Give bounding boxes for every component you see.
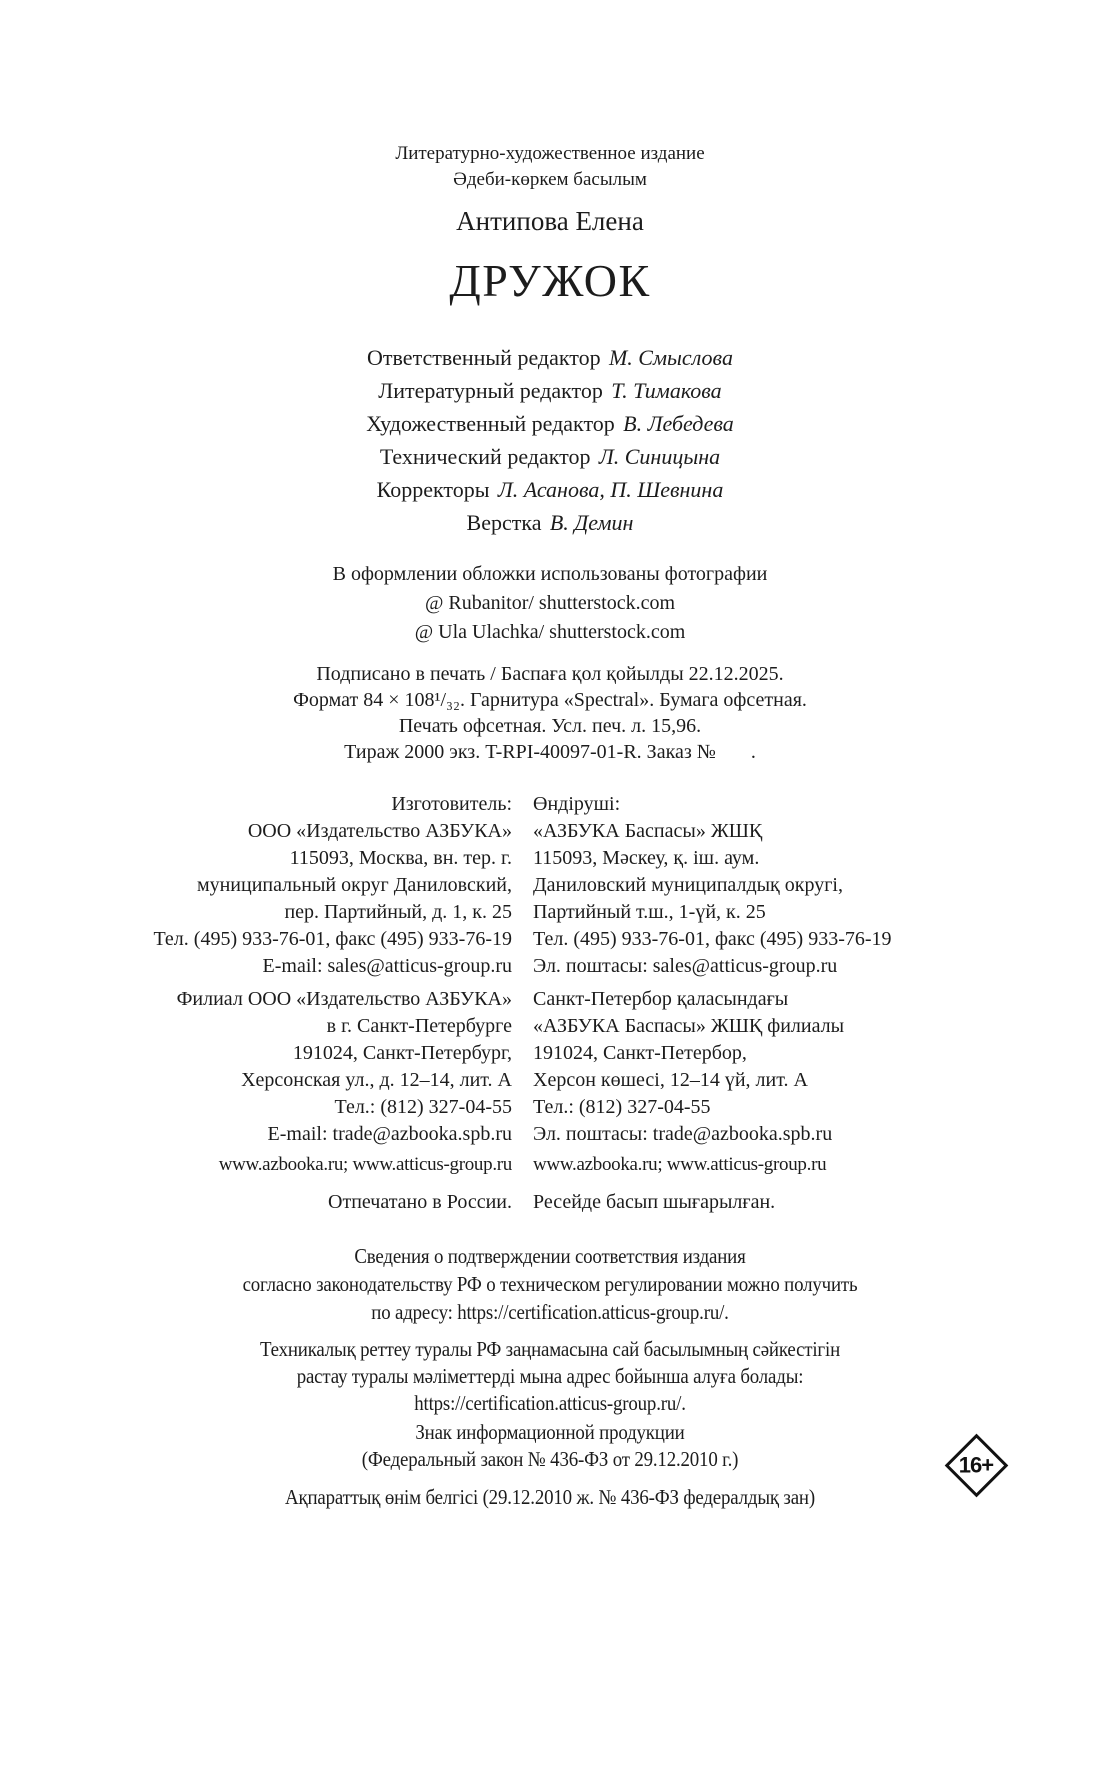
certification-kk (55, 1336, 1045, 1417)
credit-row (0, 473, 1100, 506)
address-line: пер. Партийный, д. 1, к. 25 (284, 901, 512, 923)
credit-name-label: Л. Синицына (598, 444, 721, 469)
address-line: Эл. поштасы: sales@atticus-group.ru (533, 955, 838, 977)
address-line: 191024, Санкт-Петербург, (292, 1042, 512, 1064)
credits-list (0, 341, 1100, 539)
cover-credit-line: @ Ula Ulachka/ shutterstock.com (414, 621, 686, 643)
author-name: Антипова Елена (456, 206, 644, 236)
book-title: ДРУЖОК (449, 255, 651, 306)
address-line: ООО «Издательство АЗБУКА» (247, 820, 512, 842)
branch-ru-block (142, 986, 512, 1148)
manufacturer-columns (142, 791, 903, 980)
address-line: Партийный т.ш., 1-үй, к. 25 (533, 901, 766, 923)
websites-row (142, 1151, 903, 1178)
manufacturer-kk-heading: Өндіруші: (533, 793, 621, 815)
certification-ru-line: согласно законодательству РФ о техническом регулировании можно получить (242, 1272, 858, 1296)
address-line: «АЗБУКА Баспасы» ЖШҚ (533, 820, 763, 842)
edition-type-block (0, 141, 1100, 193)
credit-role-label: Корректоры (376, 477, 490, 502)
certification-ru-line: по адресу: https://certification.atticus-group.ru/. (371, 1300, 729, 1324)
print-details (0, 661, 1100, 765)
address-line: в г. Санкт-Петербурге (326, 1015, 512, 1037)
credit-name-label: Т. Тимакова (611, 378, 722, 403)
cover-credit-line: @ Rubanitor/ shutterstock.com (424, 592, 676, 614)
edition-type-ru-label: Литературно-художественное издание (395, 143, 705, 164)
credit-row (0, 407, 1100, 440)
credit-role-label: Верстка (466, 510, 542, 535)
certification-ru (55, 1242, 1045, 1326)
certification-kk-line: Техникалық реттеу туралы РФ заңнамасына сай басылымның сәйкестігін (259, 1337, 841, 1361)
printed-in-kk-label: Ресейде басып шығарылған. (533, 1191, 776, 1213)
credit-name-label: М. Смыслова (608, 345, 733, 370)
credit-role-label: Художественный редактор (366, 411, 615, 436)
websites-kk-label: www.azbooka.ru; www.atticus-group.ru (533, 1154, 827, 1175)
address-line: «АЗБУКА Баспасы» ЖШҚ филиалы (533, 1015, 845, 1037)
address-line: 191024, Санкт-Петербор, (533, 1042, 747, 1064)
address-line: Тел.: (812) 327-04-55 (334, 1096, 512, 1118)
credit-row (0, 440, 1100, 473)
credit-name-label: Л. Асанова, П. Шевнина (497, 477, 724, 502)
branch-kk-block (533, 986, 903, 1148)
address-line: E-mail: sales@atticus-group.ru (262, 955, 512, 977)
cover-credits (0, 560, 1100, 647)
info-mark-ru-line: Знак информационной продукции (415, 1420, 685, 1444)
certification-kk-line: https://certification.atticus-group.ru/. (414, 1391, 686, 1415)
address-line: 115093, Москва, вн. тер. г. (289, 847, 512, 869)
manufacturer-ru-block (142, 791, 512, 980)
credit-role-label: Литературный редактор (378, 378, 603, 403)
credit-name-label: В. Демин (549, 510, 634, 535)
age-rating-label: 16+ (959, 1452, 994, 1478)
certification-ru-line: Сведения о подтверждении соответствия издания (354, 1244, 746, 1268)
info-mark-ru-line: (Федеральный закон № 436-ФЗ от 29.12.2010 г.) (361, 1447, 739, 1471)
print-details-line: Подписано в печать / Баспаға қол қойылды 22.12.2025. (316, 663, 784, 685)
websites-ru-label: www.azbooka.ru; www.atticus-group.ru (218, 1154, 512, 1175)
printed-in-ru-label: Отпечатано в России. (328, 1191, 512, 1213)
credit-row (0, 506, 1100, 539)
credit-row (0, 341, 1100, 374)
address-line: E-mail: trade@azbooka.spb.ru (267, 1123, 512, 1145)
address-line: Херсон көшесі, 12–14 үй, лит. А (533, 1069, 808, 1091)
print-details-line: Тираж 2000 экз. T-RPI-40097-01-R. Заказ № . (344, 741, 756, 763)
certification-kk-line: растау туралы мәліметтерді мына адрес бойынша алуға болады: (296, 1364, 804, 1388)
address-line: Херсонская ул., д. 12–14, лит. А (241, 1069, 512, 1091)
branch-columns (142, 986, 903, 1148)
address-line: Тел. (495) 933-76-01, факс (495) 933-76-19 (533, 928, 892, 950)
manufacturer-ru-heading: Изготовитель: (391, 793, 512, 815)
credit-row (0, 374, 1100, 407)
info-mark-kk: Ақпараттық өнім белгісі (29.12.2010 ж. № 436-ФЗ федералдық зан) (285, 1485, 815, 1509)
address-line: Санкт-Петербор қаласындағы (533, 988, 789, 1010)
address-line: 115093, Мәскеу, қ. іш. аум. (533, 847, 760, 869)
info-mark-ru (55, 1419, 1045, 1473)
credit-role-label: Ответственный редактор (367, 345, 601, 370)
print-details-line: Формат 84 × 108¹/₃₂. Гарнитура «Spectral». Бумага офсетная. (293, 689, 807, 711)
address-line: муниципальный округ Даниловский, (196, 874, 512, 896)
manufacturer-kk-block (533, 791, 903, 980)
address-line: Тел. (495) 933-76-01, факс (495) 933-76-19 (153, 928, 512, 950)
address-line: Даниловский муниципалдық округі, (533, 874, 843, 896)
address-line: Филиал ООО «Издательство АЗБУКА» (176, 988, 512, 1010)
print-details-line: Печать офсетная. Усл. печ. л. 15,96. (398, 715, 702, 737)
edition-type-kk-label: Әдеби-көркем басылым (453, 169, 647, 190)
credit-role-label: Технический редактор (379, 444, 591, 469)
credit-name-label: В. Лебедева (623, 411, 734, 436)
address-line: Тел.: (812) 327-04-55 (533, 1096, 711, 1118)
address-line: Эл. поштасы: trade@azbooka.spb.ru (533, 1123, 833, 1145)
printed-in-row (142, 1189, 903, 1216)
cover-credits-intro: В оформлении обложки использованы фотографии (332, 563, 768, 585)
